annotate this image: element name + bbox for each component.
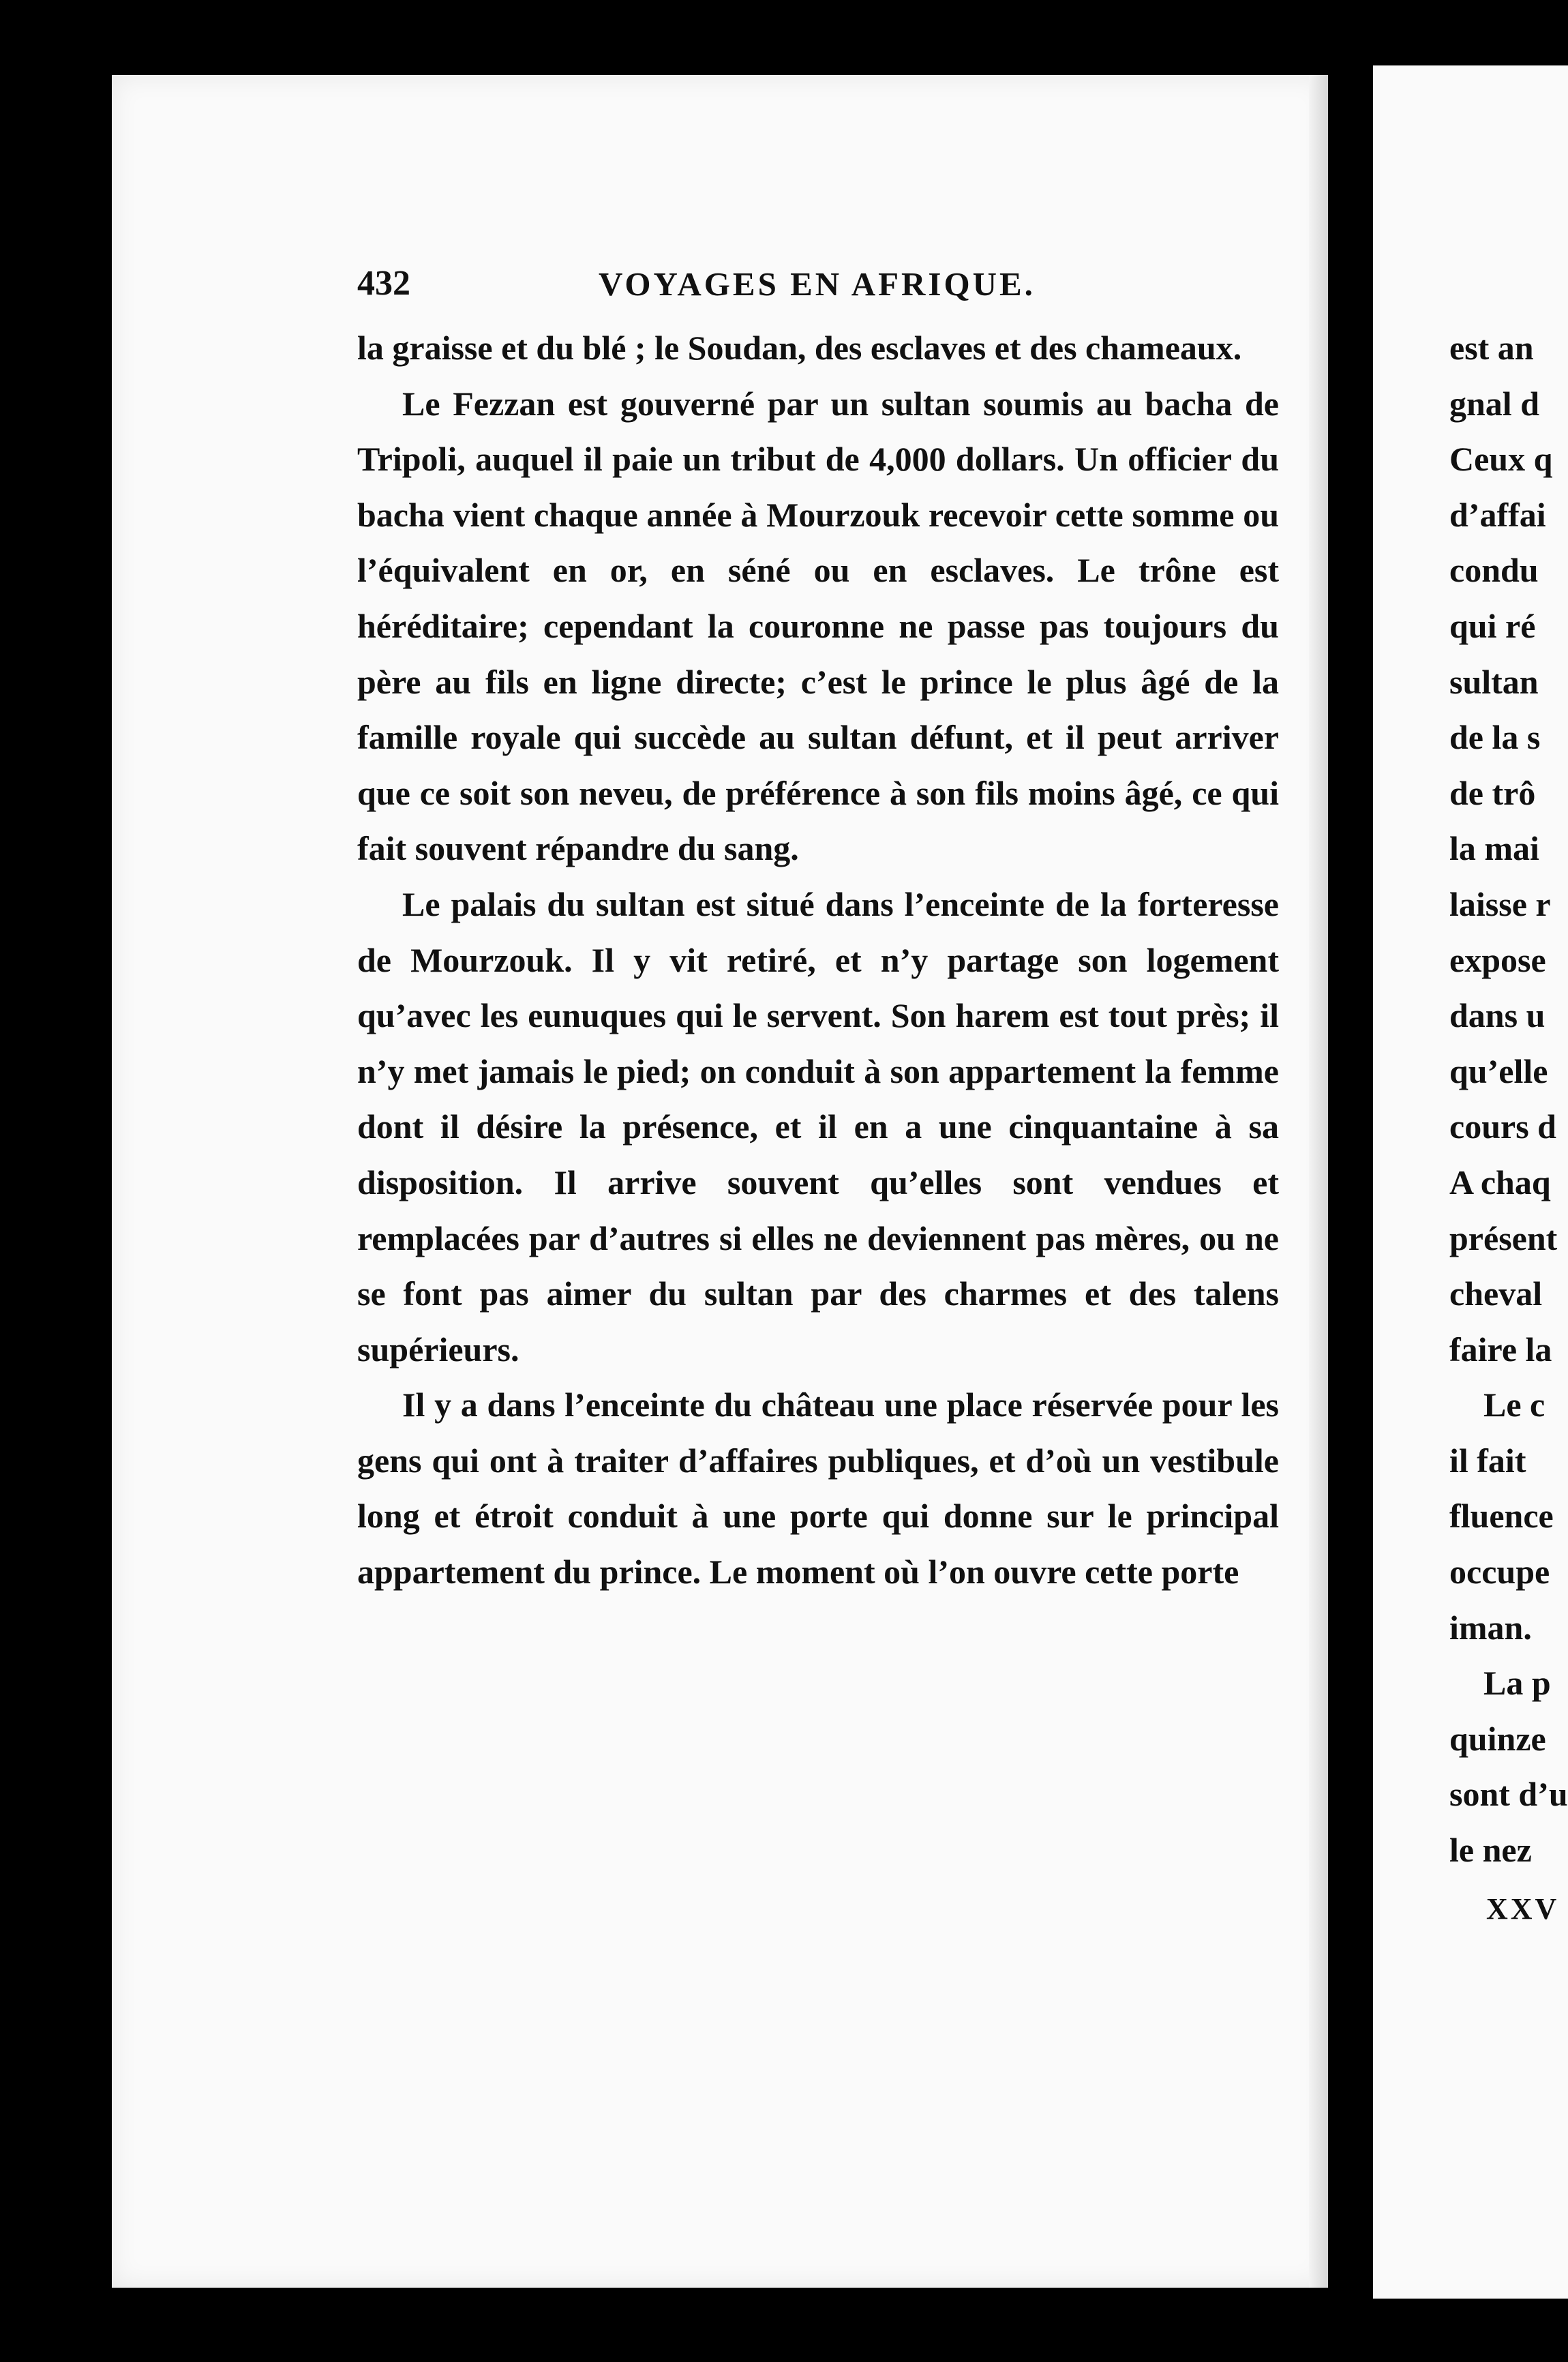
facing-page-line: de la s (1449, 718, 1541, 757)
body-text (357, 320, 1279, 1600)
facing-page-line: la mai (1449, 829, 1539, 868)
facing-page-line: sultan (1449, 662, 1539, 701)
facing-page-line: dans u (1449, 996, 1546, 1035)
paragraph: la graisse et du blé ; le Soudan, des esclaves et des chameaux. (357, 329, 1242, 367)
facing-page-line: d’affai (1449, 495, 1546, 534)
paragraph: Il y a dans l’enceinte du château une place réservée pour les gens qui ont à traiter d’affaires publiques, et d’où un vestibule long et étroit conduit à une porte qui donne sur le principal appartement du prince. Le moment où l’on ouvre cette porte (357, 1386, 1279, 1591)
facing-page-text (1449, 320, 1568, 1879)
facing-page-line: qui ré (1449, 606, 1536, 645)
facing-page-line: Le c (1483, 1386, 1546, 1424)
facing-page-line: cours d (1449, 1107, 1556, 1146)
facing-page-line: iman. (1449, 1608, 1532, 1647)
facing-page-line: présent (1449, 1219, 1558, 1257)
facing-page-line: cheval (1449, 1274, 1543, 1313)
facing-page-line: fluence (1449, 1497, 1554, 1536)
facing-page-line: quinze (1449, 1719, 1546, 1758)
signature-mark: XXV (1486, 1892, 1560, 1926)
facing-page-line: occupe (1449, 1553, 1550, 1591)
facing-page-line: qu’elle (1449, 1051, 1548, 1090)
facing-page-line: laisse r (1449, 884, 1551, 923)
facing-page-line: faire la (1449, 1330, 1552, 1369)
facing-page-line: condu (1449, 551, 1539, 590)
facing-page-line: La p (1483, 1664, 1551, 1703)
facing-page-line: A chaq (1449, 1163, 1551, 1201)
facing-page-line: gnal d (1449, 384, 1540, 423)
running-title: VOYAGES EN AFRIQUE. (599, 265, 1036, 303)
facing-page-line: sont d’u (1449, 1775, 1568, 1814)
facing-page-line: il fait (1449, 1441, 1526, 1480)
facing-page-line: est an (1449, 329, 1534, 367)
paragraph: Le Fezzan est gouverné par un sultan soumis au bacha de Tripoli, auquel il paie un tribut de 4,000 dollars. Un officier du bacha vient chaque année à Mourzouk recevoir cette somme ou l’équivalent en or, en séné ou en esclaves. Le trône est héréditaire; cependant la couronne ne passe pas toujours du père au fils en ligne directe; c’est le prince le plus âgé de la famille royale qui succède au sultan défunt, et il peut arriver que ce soit son neveu, de préférence à son fils moins âgé, ce qui fait souvent répandre du sang. (357, 384, 1279, 868)
facing-page-line: de trô (1449, 773, 1536, 812)
page-number: 432 (357, 264, 410, 303)
facing-page-line: expose (1449, 940, 1546, 979)
facing-page-line: Ceux q (1449, 440, 1553, 479)
facing-page-line: le nez (1449, 1831, 1532, 1870)
paragraph: Le palais du sultan est situé dans l’enceinte de la forteresse de Mourzouk. Il y vit retiré, et n’y partage son logement qu’avec les eunuques qui le servent. Son harem est tout près; il n’y met jamais le pied; on conduit à son appartement la femme dont il désire la présence, et il en a une cinquantaine à sa disposition. Il arrive souvent qu’elles sont vendues et remplacées par d’autres si elles ne deviennent pas mères, ou ne se font pas aimer du sultan par des charmes et des talens supérieurs. (357, 884, 1279, 1369)
